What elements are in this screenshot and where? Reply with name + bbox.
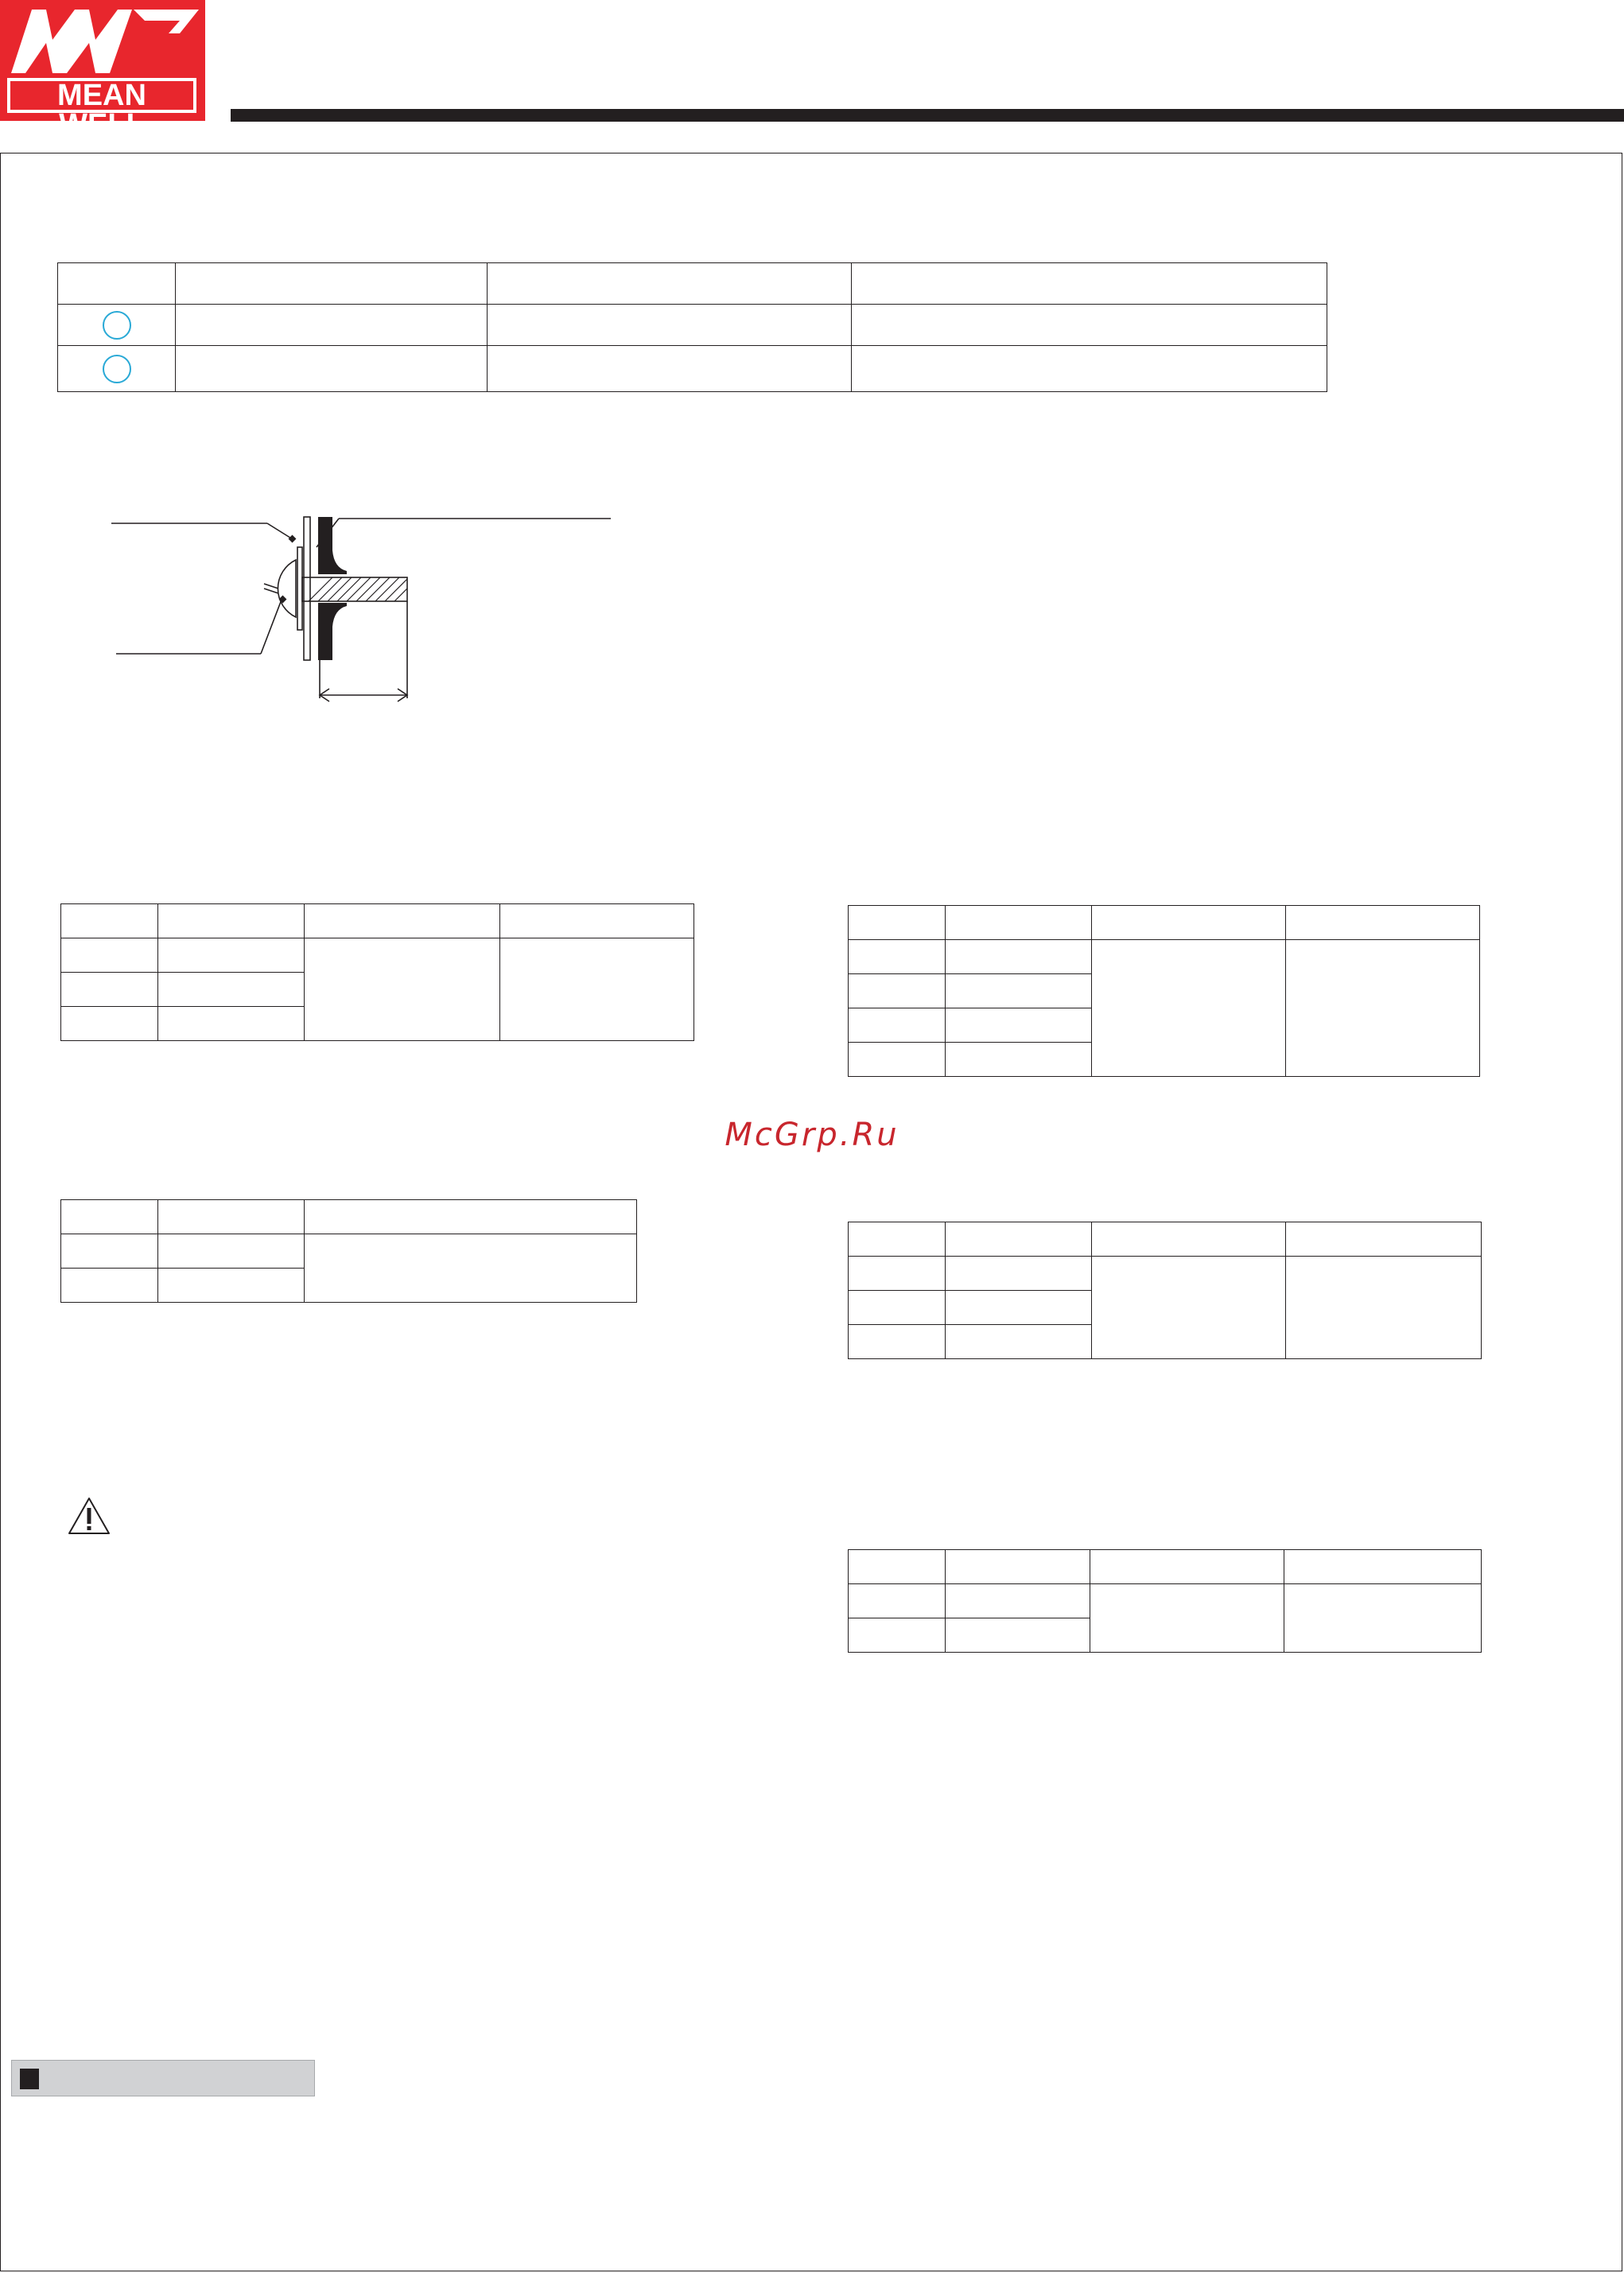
table-cell bbox=[1284, 1584, 1482, 1653]
circle-marker-icon bbox=[103, 355, 131, 383]
table-cell bbox=[158, 973, 305, 1007]
table-cell bbox=[176, 305, 488, 346]
table-cell bbox=[58, 305, 176, 346]
table-cell bbox=[852, 305, 1327, 346]
table-cell bbox=[1286, 1257, 1482, 1359]
table-cell bbox=[946, 1325, 1092, 1359]
table-cell bbox=[61, 1269, 158, 1303]
table-cell bbox=[1092, 1222, 1286, 1257]
circle-marker-icon bbox=[103, 311, 131, 340]
table-cell bbox=[946, 974, 1092, 1008]
table-cell bbox=[61, 1200, 158, 1234]
mw-logo-mark bbox=[0, 0, 205, 80]
table-cell bbox=[158, 938, 305, 973]
table-cell bbox=[1286, 940, 1480, 1077]
table-cell bbox=[1090, 1584, 1284, 1653]
table-cell bbox=[946, 1550, 1090, 1584]
table-cell bbox=[849, 906, 946, 940]
table-cell bbox=[852, 263, 1327, 305]
table-cell bbox=[61, 1234, 158, 1269]
table-cell bbox=[305, 938, 500, 1041]
header-rule bbox=[231, 109, 1624, 122]
spec-table-left-a bbox=[60, 903, 694, 1041]
spec-table-right-a bbox=[848, 905, 1480, 1077]
table-cell bbox=[1286, 906, 1480, 940]
table-cell bbox=[176, 346, 488, 392]
table-cell bbox=[946, 1257, 1092, 1291]
spec-table-top bbox=[57, 262, 1327, 392]
table-cell bbox=[849, 1550, 946, 1584]
table-cell bbox=[488, 263, 852, 305]
table-cell bbox=[305, 1234, 637, 1303]
table-cell bbox=[852, 346, 1327, 392]
table-cell bbox=[946, 1043, 1092, 1077]
table-cell bbox=[158, 904, 305, 938]
spec-table-right-c bbox=[848, 1549, 1482, 1653]
table-cell bbox=[61, 973, 158, 1007]
table-cell bbox=[946, 1291, 1092, 1325]
table-cell bbox=[176, 263, 488, 305]
table-cell bbox=[1286, 1222, 1482, 1257]
black-square-icon bbox=[20, 2069, 39, 2089]
table-cell bbox=[158, 1200, 305, 1234]
table-cell bbox=[1092, 940, 1286, 1077]
table-cell bbox=[946, 1222, 1092, 1257]
table-cell bbox=[58, 263, 176, 305]
table-cell bbox=[305, 904, 500, 938]
table-cell bbox=[58, 346, 176, 392]
table-cell bbox=[849, 1257, 946, 1291]
table-cell bbox=[849, 1008, 946, 1043]
table-cell bbox=[849, 1584, 946, 1618]
section-header-bar bbox=[11, 2060, 315, 2096]
table-cell bbox=[849, 1291, 946, 1325]
table-cell bbox=[1092, 906, 1286, 940]
table-cell bbox=[158, 1269, 305, 1303]
table-cell bbox=[305, 1200, 637, 1234]
table-cell bbox=[1092, 1257, 1286, 1359]
table-cell bbox=[849, 940, 946, 974]
mounting-screw-diagram bbox=[108, 501, 617, 708]
table-cell bbox=[946, 940, 1092, 974]
warning-triangle-icon bbox=[67, 1495, 111, 1537]
table-cell bbox=[849, 974, 946, 1008]
table-cell bbox=[849, 1043, 946, 1077]
table-cell bbox=[849, 1618, 946, 1653]
table-cell bbox=[500, 904, 694, 938]
table-cell bbox=[488, 305, 852, 346]
spec-table-right-b bbox=[848, 1222, 1482, 1359]
table-cell bbox=[946, 906, 1092, 940]
table-cell bbox=[158, 1234, 305, 1269]
table-cell bbox=[158, 1007, 305, 1041]
table-cell bbox=[61, 938, 158, 973]
mean-well-logo bbox=[0, 0, 205, 142]
table-cell bbox=[946, 1618, 1090, 1653]
table-cell bbox=[849, 1325, 946, 1359]
table-cell bbox=[849, 1222, 946, 1257]
logo-wordmark: MEAN WELL bbox=[7, 78, 196, 113]
table-cell bbox=[946, 1008, 1092, 1043]
spec-table-left-b bbox=[60, 1199, 637, 1303]
table-cell bbox=[946, 1584, 1090, 1618]
table-cell bbox=[1090, 1550, 1284, 1584]
table-cell bbox=[1284, 1550, 1482, 1584]
table-cell bbox=[488, 346, 852, 392]
watermark-text: McGrp.Ru bbox=[725, 1117, 899, 1153]
table-cell bbox=[500, 938, 694, 1041]
table-cell bbox=[61, 904, 158, 938]
table-cell bbox=[61, 1007, 158, 1041]
